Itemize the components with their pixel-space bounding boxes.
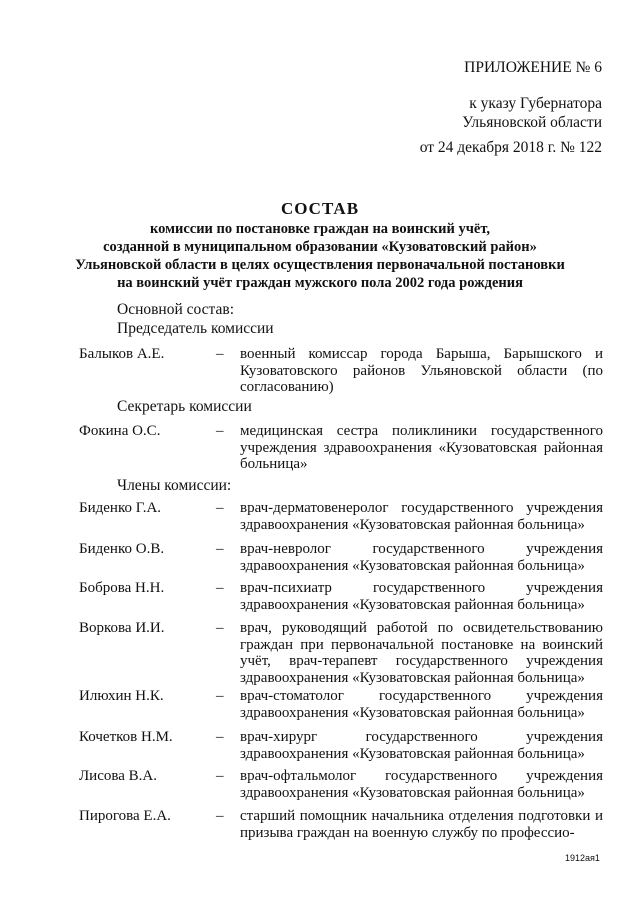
heading-title: СОСТАВ xyxy=(280,199,360,218)
appendix-line-1: к указу Губернатора xyxy=(469,95,602,112)
section-chair: Председатель комиссии xyxy=(117,320,274,337)
section-members: Члены комиссии: xyxy=(117,477,232,494)
person-name: Пирогова Е.А. xyxy=(79,808,171,824)
dash: – xyxy=(216,729,224,745)
person-position: врач-хирург государственного учреждения здравоохранения «Кузоватовская районная больница» xyxy=(240,729,603,762)
appendix-line-2: Ульяновской области xyxy=(462,114,602,131)
person-position: военный комиссар города Барыша, Барышского и Кузоватовского районов Ульяновской области (по согласованию) xyxy=(240,346,603,395)
section-main: Основной состав: xyxy=(117,301,235,318)
dash: – xyxy=(216,500,224,516)
dash: – xyxy=(216,541,224,557)
appendix-title: ПРИЛОЖЕНИЕ № 6 xyxy=(464,59,602,76)
person-name: Воркова И.И. xyxy=(79,620,165,636)
heading-line: на воинский учёт граждан мужского пола 2002 года рождения xyxy=(117,275,523,291)
person-position: врач-стоматолог государственного учреждения здравоохранения «Кузоватовская районная больница» xyxy=(240,688,603,721)
dash: – xyxy=(216,346,224,362)
document-code: 1912ая1 xyxy=(565,853,600,863)
document-heading xyxy=(0,198,640,292)
dash: – xyxy=(216,620,224,636)
appendix-date: от 24 декабря 2018 г. № 122 xyxy=(419,139,602,156)
dash: – xyxy=(216,808,224,824)
person-position: старший помощник начальника отделения подготовки и призыва граждан на военную службу по профессио- xyxy=(240,808,603,841)
person-name: Боброва Н.Н. xyxy=(79,580,165,596)
dash: – xyxy=(216,580,224,596)
dash: – xyxy=(216,688,224,704)
section-secretary: Секретарь комиссии xyxy=(117,398,252,415)
person-name: Илюхин Н.К. xyxy=(79,688,164,704)
person-name: Фокина О.С. xyxy=(79,423,161,439)
dash: – xyxy=(216,768,224,784)
person-position: медицинская сестра поликлиники государственного учреждения здравоохранения «Кузоватовская районная больница» xyxy=(240,423,603,472)
dash: – xyxy=(216,423,224,439)
person-position: врач, руководящий работой по освидетельствованию граждан при первоначальной постановке на воинский учёт, врач-терапевт государственного учреждения здравоохранения «Кузоватовская районная больница» xyxy=(240,620,603,686)
person-position: врач-психиатр государственного учреждения здравоохранения «Кузоватовская районная больница» xyxy=(240,580,603,613)
person-position: врач-дерматовенеролог государственного учреждения здравоохранения «Кузоватовская районная больница» xyxy=(240,500,603,533)
heading-line: комиссии по постановке граждан на воинский учёт, xyxy=(149,221,491,237)
person-name: Кочетков Н.М. xyxy=(79,729,173,745)
heading-line: Ульяновской области в целях осуществления первоначальной постановки xyxy=(75,257,565,273)
heading-line: созданной в муниципальном образовании «Кузоватовский район» xyxy=(103,239,537,255)
person-name: Лисова В.А. xyxy=(79,768,157,784)
person-name: Биденко Г.А. xyxy=(79,500,162,516)
person-position: врач-офтальмолог государственного учреждения здравоохранения «Кузоватовская районная больница» xyxy=(240,768,603,801)
person-name: Биденко О.В. xyxy=(79,541,165,557)
person-name: Балыков А.Е. xyxy=(79,346,165,362)
person-position: врач-невролог государственного учреждения здравоохранения «Кузоватовская районная больница» xyxy=(240,541,603,574)
appendix-reference xyxy=(380,94,602,132)
